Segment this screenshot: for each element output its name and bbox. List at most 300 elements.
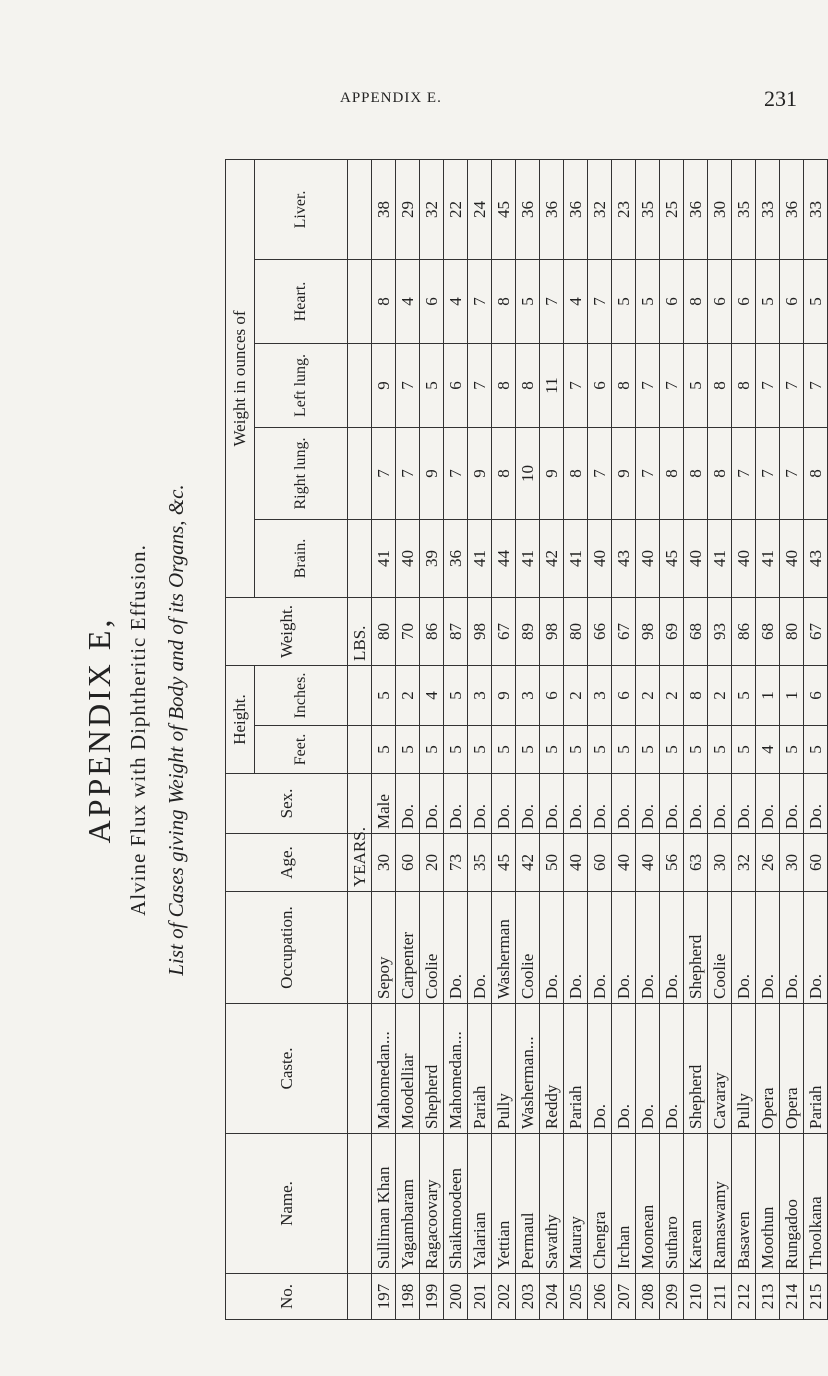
liver-weight-cell: 32 bbox=[588, 159, 612, 259]
liver-weight-cell: 45 bbox=[492, 159, 516, 259]
heart-weight-cell: 4 bbox=[564, 260, 588, 344]
liver-weight-cell: 35 bbox=[636, 159, 660, 259]
table-body bbox=[348, 159, 828, 1319]
brain-weight-cell: 39 bbox=[420, 520, 444, 598]
heart-weight-cell: 6 bbox=[660, 260, 684, 344]
body-weight-cell: 86 bbox=[732, 598, 756, 666]
sex-cell: Do. bbox=[612, 774, 636, 834]
left-lung-weight-cell: 7 bbox=[636, 344, 660, 428]
age-cell: 26 bbox=[756, 834, 780, 892]
col-inches: Inches. bbox=[255, 666, 348, 726]
height-feet-cell: 5 bbox=[588, 726, 612, 774]
occupation-cell: Do. bbox=[804, 892, 828, 1004]
occupation-cell: Do. bbox=[636, 892, 660, 1004]
brain-weight-cell: 40 bbox=[684, 520, 708, 598]
body-weight-cell: 68 bbox=[756, 598, 780, 666]
appendix-heading: APPENDIX E, bbox=[81, 616, 117, 844]
caste-cell: Do. bbox=[588, 1004, 612, 1134]
height-feet-cell: 5 bbox=[780, 726, 804, 774]
caste-cell: Do. bbox=[636, 1004, 660, 1134]
height-feet-cell: 5 bbox=[564, 726, 588, 774]
caste-cell: Mahomedan... bbox=[372, 1004, 396, 1134]
patient-name-cell: Thoolkana bbox=[804, 1134, 828, 1274]
heart-weight-cell: 6 bbox=[732, 260, 756, 344]
liver-weight-cell: 36 bbox=[540, 159, 564, 259]
brain-weight-cell: 41 bbox=[516, 520, 540, 598]
col-weight: Weight. bbox=[226, 598, 348, 666]
table-row bbox=[468, 159, 492, 1319]
liver-weight-cell: 36 bbox=[564, 159, 588, 259]
heart-weight-cell: 5 bbox=[516, 260, 540, 344]
case-number-cell: 206 bbox=[588, 1274, 612, 1320]
age-cell: 60 bbox=[804, 834, 828, 892]
liver-weight-cell: 23 bbox=[612, 159, 636, 259]
heart-weight-cell: 7 bbox=[468, 260, 492, 344]
sex-cell: Do. bbox=[468, 774, 492, 834]
case-number-cell: 200 bbox=[444, 1274, 468, 1320]
right-lung-weight-cell: 8 bbox=[564, 428, 588, 520]
occupation-cell: Do. bbox=[780, 892, 804, 1004]
table-row bbox=[732, 159, 756, 1319]
heart-weight-cell: 5 bbox=[756, 260, 780, 344]
patient-name-cell: Yagambaram bbox=[396, 1134, 420, 1274]
case-number-cell: 199 bbox=[420, 1274, 444, 1320]
col-no: No. bbox=[226, 1274, 348, 1320]
patient-name-cell: Ragacoovary bbox=[420, 1134, 444, 1274]
liver-weight-cell: 25 bbox=[660, 159, 684, 259]
right-lung-weight-cell: 9 bbox=[420, 428, 444, 520]
caste-cell: Shepherd bbox=[420, 1004, 444, 1134]
heart-weight-cell: 7 bbox=[588, 260, 612, 344]
sex-cell: Do. bbox=[780, 774, 804, 834]
liver-weight-cell: 32 bbox=[420, 159, 444, 259]
body-weight-cell: 98 bbox=[540, 598, 564, 666]
height-feet-cell: 5 bbox=[444, 726, 468, 774]
brain-weight-cell: 45 bbox=[660, 520, 684, 598]
brain-weight-cell: 40 bbox=[396, 520, 420, 598]
height-feet-cell: 5 bbox=[684, 726, 708, 774]
left-lung-weight-cell: 7 bbox=[468, 344, 492, 428]
body-weight-cell: 69 bbox=[660, 598, 684, 666]
height-inches-cell: 5 bbox=[732, 666, 756, 726]
right-lung-weight-cell: 8 bbox=[492, 428, 516, 520]
liver-weight-cell: 33 bbox=[756, 159, 780, 259]
occupation-cell: Carpenter bbox=[396, 892, 420, 1004]
height-inches-cell: 6 bbox=[804, 666, 828, 726]
sex-cell: Do. bbox=[804, 774, 828, 834]
height-inches-cell: 6 bbox=[612, 666, 636, 726]
occupation-cell: Coolie bbox=[708, 892, 732, 1004]
liver-weight-cell: 38 bbox=[372, 159, 396, 259]
table-row bbox=[396, 159, 420, 1319]
table-row bbox=[708, 159, 732, 1319]
left-lung-weight-cell: 9 bbox=[372, 344, 396, 428]
heart-weight-cell: 7 bbox=[540, 260, 564, 344]
height-inches-cell: 6 bbox=[540, 666, 564, 726]
caste-cell: Mahomedan... bbox=[444, 1004, 468, 1134]
age-cell: 63 bbox=[684, 834, 708, 892]
heart-weight-cell: 6 bbox=[420, 260, 444, 344]
height-inches-cell: 3 bbox=[468, 666, 492, 726]
age-cell: 50 bbox=[540, 834, 564, 892]
age-cell: 40 bbox=[564, 834, 588, 892]
caste-cell: Do. bbox=[612, 1004, 636, 1134]
heart-weight-cell: 8 bbox=[684, 260, 708, 344]
case-number-cell: 207 bbox=[612, 1274, 636, 1320]
left-lung-weight-cell: 7 bbox=[564, 344, 588, 428]
right-lung-weight-cell: 7 bbox=[444, 428, 468, 520]
body-weight-cell: 70 bbox=[396, 598, 420, 666]
occupation-cell: Shepherd bbox=[684, 892, 708, 1004]
left-lung-weight-cell: 7 bbox=[396, 344, 420, 428]
body-weight-cell: 87 bbox=[444, 598, 468, 666]
table-row bbox=[540, 159, 564, 1319]
right-lung-weight-cell: 9 bbox=[540, 428, 564, 520]
body-weight-cell: 89 bbox=[516, 598, 540, 666]
left-lung-weight-cell: 8 bbox=[612, 344, 636, 428]
right-lung-weight-cell: 7 bbox=[756, 428, 780, 520]
height-feet-cell: 5 bbox=[516, 726, 540, 774]
right-lung-weight-cell: 7 bbox=[396, 428, 420, 520]
brain-weight-cell: 40 bbox=[780, 520, 804, 598]
height-inches-cell: 1 bbox=[756, 666, 780, 726]
height-feet-cell: 5 bbox=[492, 726, 516, 774]
liver-weight-cell: 36 bbox=[684, 159, 708, 259]
left-lung-weight-cell: 7 bbox=[660, 344, 684, 428]
col-heart: Heart. bbox=[255, 260, 348, 344]
liver-weight-cell: 36 bbox=[516, 159, 540, 259]
table-row bbox=[420, 159, 444, 1319]
right-lung-weight-cell: 8 bbox=[708, 428, 732, 520]
right-lung-weight-cell: 8 bbox=[804, 428, 828, 520]
table-row bbox=[612, 159, 636, 1319]
col-occupation: Occupation. bbox=[226, 892, 348, 1004]
caste-cell: Shepherd bbox=[684, 1004, 708, 1134]
table-row bbox=[564, 159, 588, 1319]
brain-weight-cell: 36 bbox=[444, 520, 468, 598]
weight-unit: LBS. bbox=[348, 598, 372, 666]
body-weight-cell: 67 bbox=[612, 598, 636, 666]
table-row bbox=[804, 159, 828, 1319]
right-lung-weight-cell: 10 bbox=[516, 428, 540, 520]
right-lung-weight-cell: 7 bbox=[588, 428, 612, 520]
age-cell: 30 bbox=[708, 834, 732, 892]
liver-weight-cell: 36 bbox=[780, 159, 804, 259]
brain-weight-cell: 43 bbox=[612, 520, 636, 598]
body-weight-cell: 66 bbox=[588, 598, 612, 666]
col-right-lung: Right lung. bbox=[255, 428, 348, 520]
patient-name-cell: Permaul bbox=[516, 1134, 540, 1274]
table-subtitle: List of Cases giving Weight of Body and of its Organs, &c. bbox=[164, 484, 188, 976]
case-number-cell: 201 bbox=[468, 1274, 492, 1320]
table-row bbox=[684, 159, 708, 1319]
units-row bbox=[348, 159, 372, 1319]
case-number-cell: 198 bbox=[396, 1274, 420, 1320]
brain-weight-cell: 40 bbox=[588, 520, 612, 598]
caste-cell: Pariah bbox=[564, 1004, 588, 1134]
patient-name-cell: Irchan bbox=[612, 1134, 636, 1274]
left-lung-weight-cell: 7 bbox=[780, 344, 804, 428]
rotated-table-block bbox=[80, 140, 825, 1320]
left-lung-weight-cell: 7 bbox=[804, 344, 828, 428]
col-organ-weights: Weight in ounces of bbox=[226, 159, 255, 597]
liver-weight-cell: 35 bbox=[732, 159, 756, 259]
height-inches-cell: 4 bbox=[420, 666, 444, 726]
brain-weight-cell: 40 bbox=[732, 520, 756, 598]
patient-name-cell: Yalarian bbox=[468, 1134, 492, 1274]
liver-weight-cell: 22 bbox=[444, 159, 468, 259]
liver-weight-cell: 33 bbox=[804, 159, 828, 259]
case-number-cell: 202 bbox=[492, 1274, 516, 1320]
table-row bbox=[372, 159, 396, 1319]
heart-weight-cell: 5 bbox=[636, 260, 660, 344]
occupation-cell: Do. bbox=[756, 892, 780, 1004]
table-row bbox=[780, 159, 804, 1319]
occupation-cell: Do. bbox=[660, 892, 684, 1004]
left-lung-weight-cell: 8 bbox=[516, 344, 540, 428]
left-lung-weight-cell: 7 bbox=[756, 344, 780, 428]
case-number-cell: 205 bbox=[564, 1274, 588, 1320]
caste-cell: Pully bbox=[732, 1004, 756, 1134]
age-cell: 30 bbox=[372, 834, 396, 892]
left-lung-weight-cell: 11 bbox=[540, 344, 564, 428]
col-age: Age. bbox=[226, 834, 348, 892]
left-lung-weight-cell: 5 bbox=[420, 344, 444, 428]
height-inches-cell: 5 bbox=[372, 666, 396, 726]
height-feet-cell: 5 bbox=[540, 726, 564, 774]
age-cell: 60 bbox=[396, 834, 420, 892]
height-inches-cell: 2 bbox=[636, 666, 660, 726]
sex-cell: Do. bbox=[540, 774, 564, 834]
table-container bbox=[225, 140, 828, 1320]
table-title: Alvine Flux with Diphtheritic Effusion. bbox=[126, 544, 150, 916]
age-cell: 32 bbox=[732, 834, 756, 892]
sex-cell: Do. bbox=[756, 774, 780, 834]
sex-cell: Do. bbox=[420, 774, 444, 834]
body-weight-cell: 86 bbox=[420, 598, 444, 666]
body-weight-cell: 93 bbox=[708, 598, 732, 666]
case-number-cell: 210 bbox=[684, 1274, 708, 1320]
sex-cell: Do. bbox=[444, 774, 468, 834]
sex-cell: Do. bbox=[732, 774, 756, 834]
age-cell: 56 bbox=[660, 834, 684, 892]
page-number: 231 bbox=[764, 86, 797, 111]
col-brain: Brain. bbox=[255, 520, 348, 598]
occupation-cell: Do. bbox=[468, 892, 492, 1004]
occupation-cell: Do. bbox=[732, 892, 756, 1004]
heart-weight-cell: 6 bbox=[780, 260, 804, 344]
height-feet-cell: 5 bbox=[612, 726, 636, 774]
age-cell: 40 bbox=[636, 834, 660, 892]
right-lung-weight-cell: 7 bbox=[372, 428, 396, 520]
sex-cell: Male bbox=[372, 774, 396, 834]
caste-cell: Opera bbox=[780, 1004, 804, 1134]
heart-weight-cell: 4 bbox=[396, 260, 420, 344]
height-inches-cell: 1 bbox=[780, 666, 804, 726]
age-cell: 35 bbox=[468, 834, 492, 892]
brain-weight-cell: 41 bbox=[564, 520, 588, 598]
patient-name-cell: Mauray bbox=[564, 1134, 588, 1274]
right-lung-weight-cell: 7 bbox=[732, 428, 756, 520]
height-inches-cell: 9 bbox=[492, 666, 516, 726]
patient-name-cell: Savathy bbox=[540, 1134, 564, 1274]
height-inches-cell: 5 bbox=[444, 666, 468, 726]
right-lung-weight-cell: 8 bbox=[660, 428, 684, 520]
caste-cell: Pariah bbox=[804, 1004, 828, 1134]
table-row bbox=[588, 159, 612, 1319]
heart-weight-cell: 6 bbox=[708, 260, 732, 344]
sex-cell: Do. bbox=[636, 774, 660, 834]
table-row bbox=[492, 159, 516, 1319]
patient-name-cell: Sutharo bbox=[660, 1134, 684, 1274]
body-weight-cell: 80 bbox=[780, 598, 804, 666]
right-lung-weight-cell: 8 bbox=[684, 428, 708, 520]
age-unit: YEARS. bbox=[348, 834, 372, 892]
patient-name-cell: Sulliman Khan bbox=[372, 1134, 396, 1274]
caste-cell: Cavaray bbox=[708, 1004, 732, 1134]
table-row bbox=[444, 159, 468, 1319]
occupation-cell: Do. bbox=[612, 892, 636, 1004]
left-lung-weight-cell: 8 bbox=[708, 344, 732, 428]
occupation-cell: Coolie bbox=[516, 892, 540, 1004]
caste-cell: Reddy bbox=[540, 1004, 564, 1134]
left-lung-weight-cell: 8 bbox=[492, 344, 516, 428]
caste-cell: Washerman... bbox=[516, 1004, 540, 1134]
table-row bbox=[660, 159, 684, 1319]
sex-cell: Do. bbox=[492, 774, 516, 834]
brain-weight-cell: 42 bbox=[540, 520, 564, 598]
patient-name-cell: Ramaswamy bbox=[708, 1134, 732, 1274]
body-weight-cell: 98 bbox=[468, 598, 492, 666]
col-caste: Caste. bbox=[226, 1004, 348, 1134]
patient-name-cell: Rungadoo bbox=[780, 1134, 804, 1274]
table-row bbox=[516, 159, 540, 1319]
height-inches-cell: 2 bbox=[660, 666, 684, 726]
height-feet-cell: 5 bbox=[396, 726, 420, 774]
header-row bbox=[226, 159, 255, 1319]
height-inches-cell: 2 bbox=[564, 666, 588, 726]
brain-weight-cell: 41 bbox=[372, 520, 396, 598]
patient-name-cell: Basaven bbox=[732, 1134, 756, 1274]
age-cell: 60 bbox=[588, 834, 612, 892]
occupation-cell: Do. bbox=[444, 892, 468, 1004]
case-number-cell: 214 bbox=[780, 1274, 804, 1320]
body-weight-cell: 80 bbox=[372, 598, 396, 666]
case-number-cell: 212 bbox=[732, 1274, 756, 1320]
patient-name-cell: Chengra bbox=[588, 1134, 612, 1274]
heart-weight-cell: 8 bbox=[372, 260, 396, 344]
occupation-cell: Do. bbox=[564, 892, 588, 1004]
case-number-cell: 197 bbox=[372, 1274, 396, 1320]
sex-cell: Do. bbox=[660, 774, 684, 834]
age-cell: 40 bbox=[612, 834, 636, 892]
case-number-cell: 204 bbox=[540, 1274, 564, 1320]
right-lung-weight-cell: 9 bbox=[612, 428, 636, 520]
table-row bbox=[636, 159, 660, 1319]
brain-weight-cell: 43 bbox=[804, 520, 828, 598]
sex-cell: Do. bbox=[708, 774, 732, 834]
body-weight-cell: 98 bbox=[636, 598, 660, 666]
right-lung-weight-cell: 7 bbox=[636, 428, 660, 520]
occupation-cell: Washerman bbox=[492, 892, 516, 1004]
col-liver: Liver. bbox=[255, 159, 348, 259]
heart-weight-cell: 5 bbox=[804, 260, 828, 344]
occupation-cell: Coolie bbox=[420, 892, 444, 1004]
height-feet-cell: 5 bbox=[372, 726, 396, 774]
heart-weight-cell: 5 bbox=[612, 260, 636, 344]
brain-weight-cell: 40 bbox=[636, 520, 660, 598]
page-header bbox=[0, 86, 800, 116]
body-weight-cell: 67 bbox=[492, 598, 516, 666]
left-lung-weight-cell: 5 bbox=[684, 344, 708, 428]
height-feet-cell: 5 bbox=[420, 726, 444, 774]
col-name: Name. bbox=[226, 1134, 348, 1274]
case-number-cell: 211 bbox=[708, 1274, 732, 1320]
occupation-cell: Do. bbox=[588, 892, 612, 1004]
case-number-cell: 208 bbox=[636, 1274, 660, 1320]
sex-cell: Do. bbox=[588, 774, 612, 834]
height-feet-cell: 5 bbox=[468, 726, 492, 774]
patient-name-cell: Karean bbox=[684, 1134, 708, 1274]
height-feet-cell: 5 bbox=[804, 726, 828, 774]
sex-cell: Do. bbox=[516, 774, 540, 834]
height-feet-cell: 5 bbox=[732, 726, 756, 774]
height-inches-cell: 3 bbox=[516, 666, 540, 726]
sex-cell: Do. bbox=[564, 774, 588, 834]
caste-cell: Pariah bbox=[468, 1004, 492, 1134]
right-lung-weight-cell: 7 bbox=[780, 428, 804, 520]
heart-weight-cell: 4 bbox=[444, 260, 468, 344]
age-cell: 73 bbox=[444, 834, 468, 892]
case-number-cell: 215 bbox=[804, 1274, 828, 1320]
height-inches-cell: 3 bbox=[588, 666, 612, 726]
age-cell: 42 bbox=[516, 834, 540, 892]
left-lung-weight-cell: 6 bbox=[588, 344, 612, 428]
caste-cell: Opera bbox=[756, 1004, 780, 1134]
brain-weight-cell: 44 bbox=[492, 520, 516, 598]
patient-name-cell: Moonean bbox=[636, 1134, 660, 1274]
body-weight-cell: 68 bbox=[684, 598, 708, 666]
case-number-cell: 209 bbox=[660, 1274, 684, 1320]
liver-weight-cell: 24 bbox=[468, 159, 492, 259]
height-feet-cell: 5 bbox=[636, 726, 660, 774]
case-number-cell: 213 bbox=[756, 1274, 780, 1320]
brain-weight-cell: 41 bbox=[708, 520, 732, 598]
sex-cell: Do. bbox=[684, 774, 708, 834]
brain-weight-cell: 41 bbox=[468, 520, 492, 598]
patient-name-cell: Shaikmoodeen bbox=[444, 1134, 468, 1274]
age-cell: 30 bbox=[780, 834, 804, 892]
cases-table bbox=[225, 159, 828, 1320]
col-sex: Sex. bbox=[226, 774, 348, 834]
col-height: Height. bbox=[226, 666, 255, 774]
height-feet-cell: 5 bbox=[660, 726, 684, 774]
caste-cell: Pully bbox=[492, 1004, 516, 1134]
body-weight-cell: 67 bbox=[804, 598, 828, 666]
case-number-cell: 203 bbox=[516, 1274, 540, 1320]
body-weight-cell: 80 bbox=[564, 598, 588, 666]
occupation-cell: Sepoy bbox=[372, 892, 396, 1004]
col-left-lung: Left lung. bbox=[255, 344, 348, 428]
heart-weight-cell: 8 bbox=[492, 260, 516, 344]
occupation-cell: Do. bbox=[540, 892, 564, 1004]
right-lung-weight-cell: 9 bbox=[468, 428, 492, 520]
age-cell: 45 bbox=[492, 834, 516, 892]
height-inches-cell: 2 bbox=[708, 666, 732, 726]
height-feet-cell: 5 bbox=[708, 726, 732, 774]
left-lung-weight-cell: 8 bbox=[732, 344, 756, 428]
table-row bbox=[756, 159, 780, 1319]
